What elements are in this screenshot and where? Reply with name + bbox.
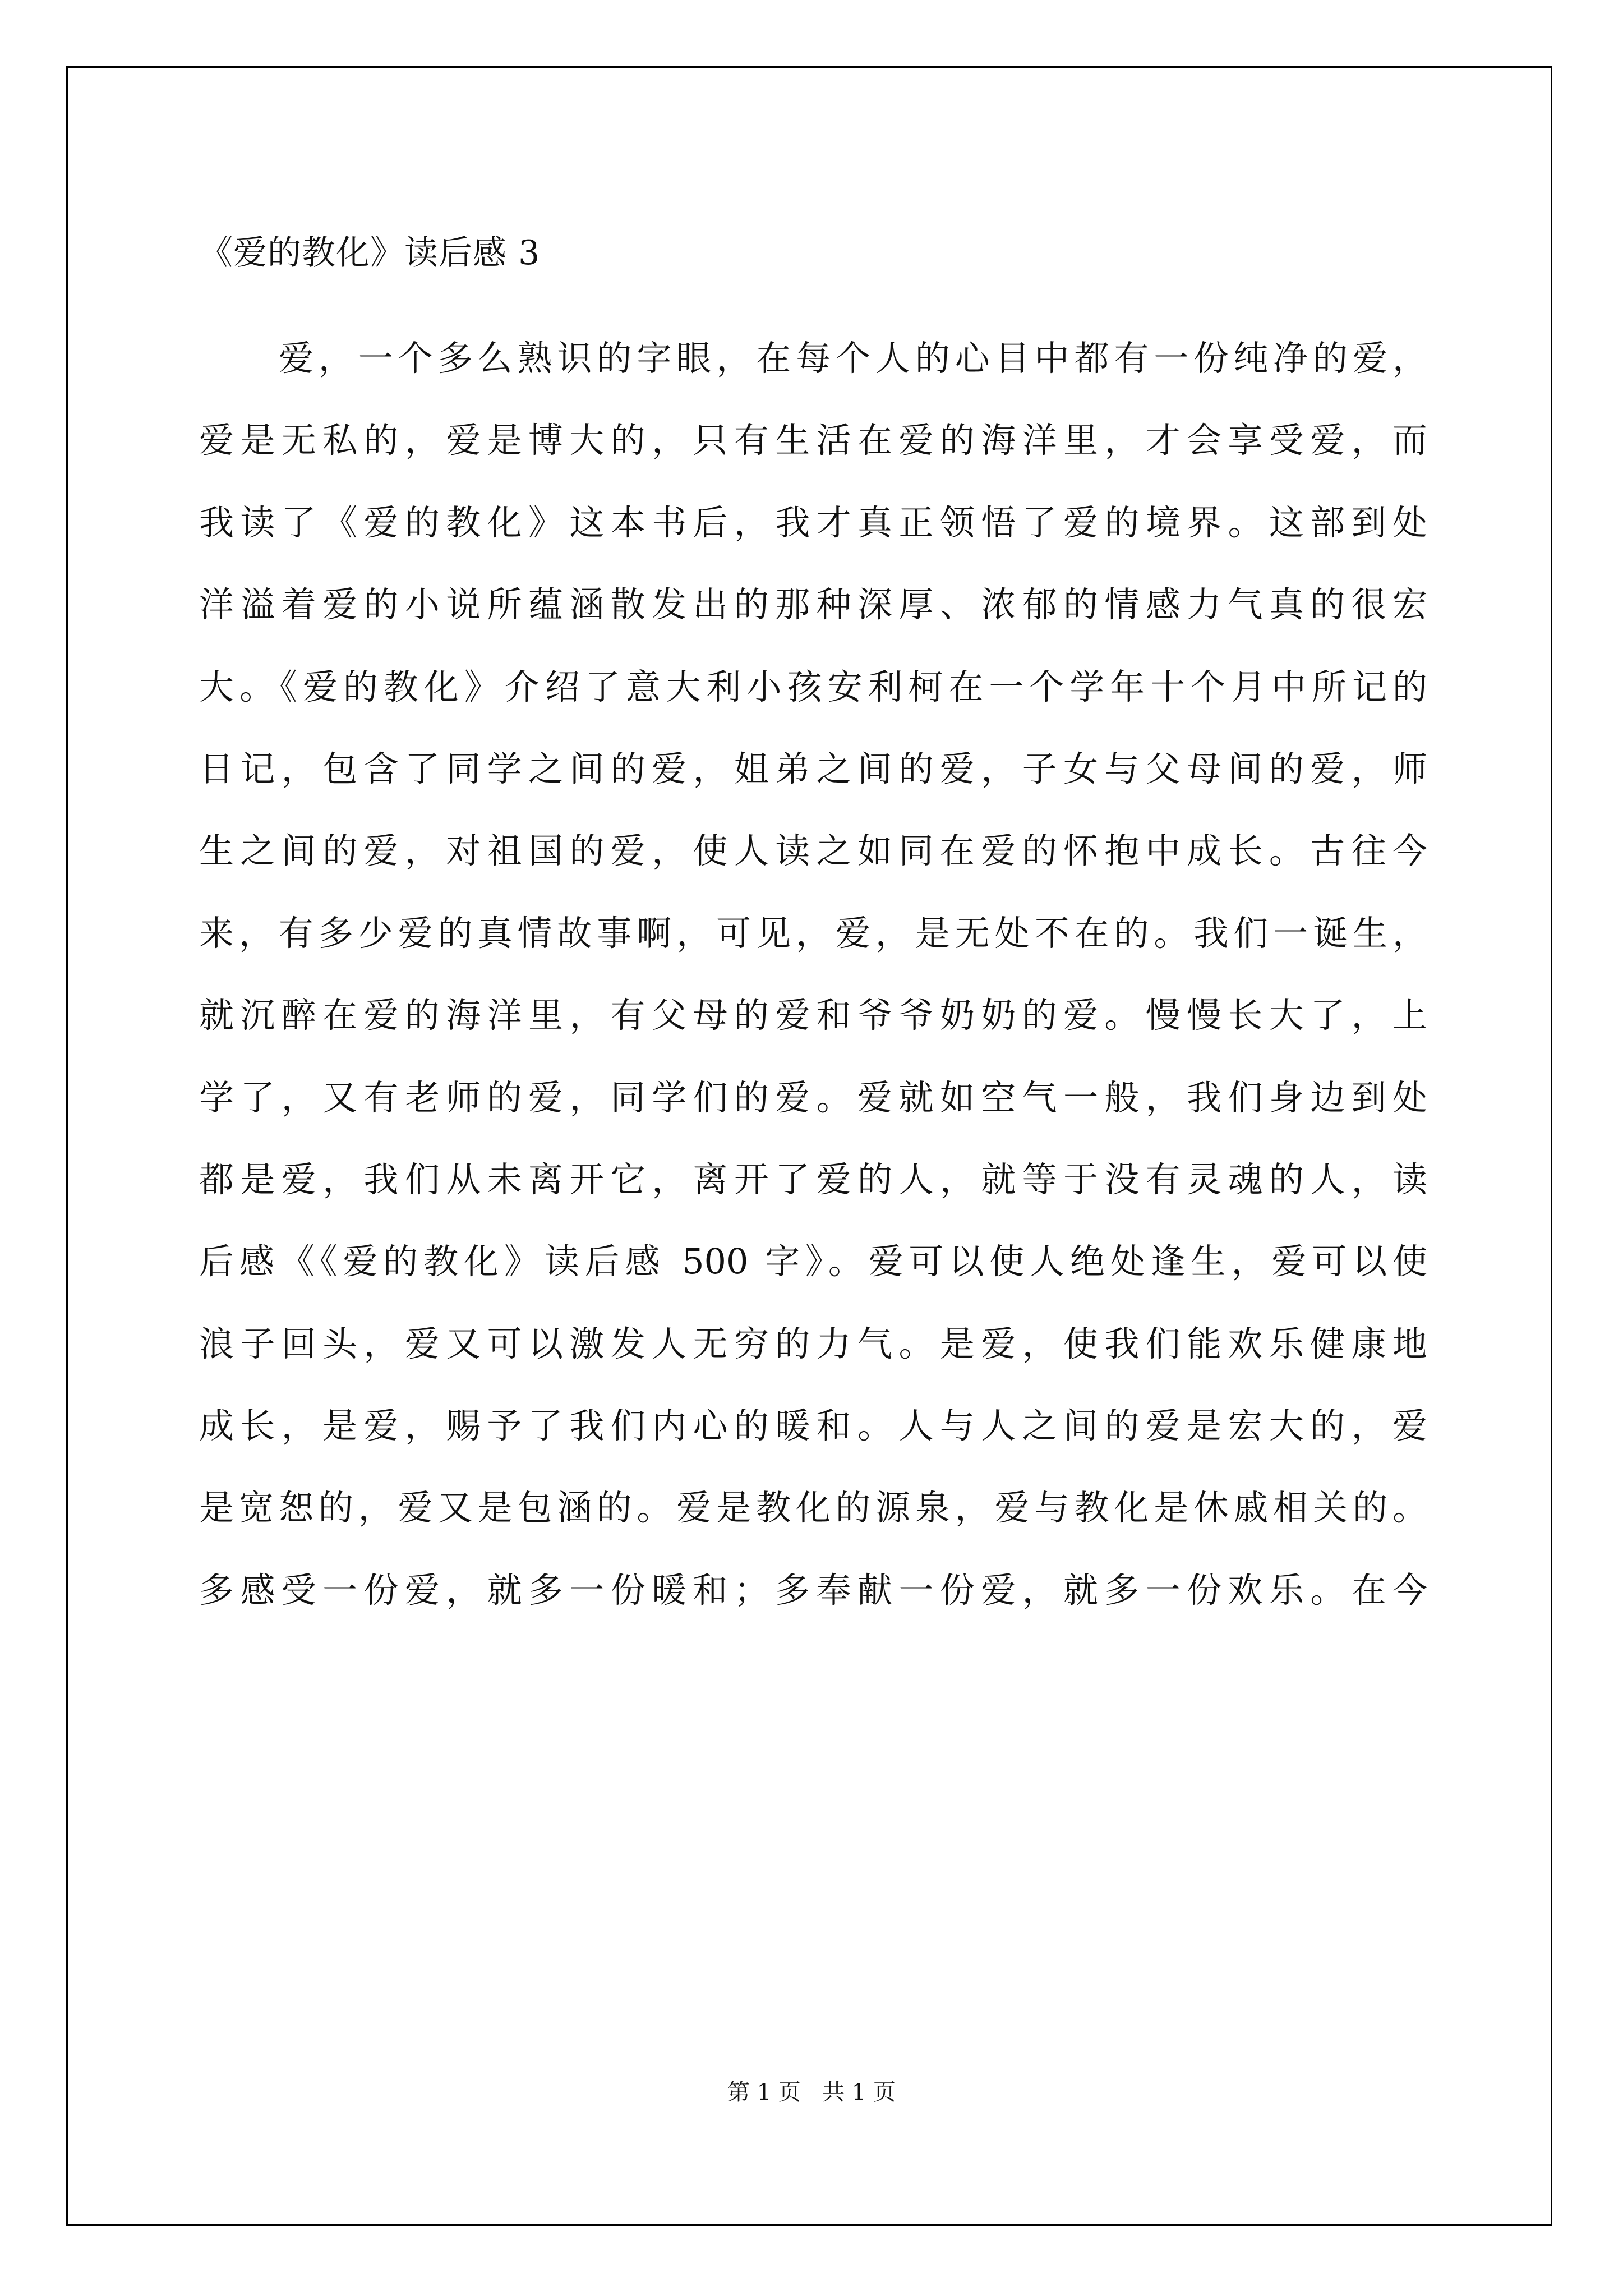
body-line: 成长，是爱，赐予了我们内心的暖和。人与人之间的爱是宏大的，爱 — [199, 1405, 1427, 1447]
body-text — [199, 332, 1427, 1645]
body-line: 我读了《爱的教化》这本书后，我才真正领悟了爱的境界。这部到处 — [199, 501, 1427, 543]
page-footer: 第 1 页 共 1 页 — [727, 2079, 896, 2105]
body-line: 浪子回头，爱又可以激发人无穷的力气。是爱，使我们能欢乐健康地 — [199, 1323, 1427, 1364]
body-line: 就沉醉在爱的海洋里，有父母的爱和爷爷奶奶的爱。慢慢长大了，上 — [199, 995, 1427, 1036]
document-title: 《爱的教化》读后感 3 — [199, 233, 541, 273]
body-line: 是宽恕的，爱又是包涵的。爱是教化的源泉，爱与教化是休戚相关的。 — [199, 1487, 1427, 1529]
body-line: 多感受一份爱，就多一份暖和；多奉献一份爱，就多一份欢乐。在今 — [199, 1569, 1427, 1611]
body-line: 爱，一个多么熟识的字眼，在每个人的心目中都有一份纯净的爱， — [279, 338, 1427, 379]
body-line: 学了，又有老师的爱，同学们的爱。爱就如空气一般，我们身边到处 — [199, 1076, 1427, 1118]
body-line: 爱是无私的，爱是博大的，只有生活在爱的海洋里，才会享受爱，而 — [199, 420, 1427, 461]
body-line: 洋溢着爱的小说所蕴涵散发出的那种深厚、浓郁的情感力气真的很宏 — [199, 584, 1427, 625]
body-line: 后感《《爱的教化》读后感 500 字》。爱可以使人绝处逢生，爱可以使 — [199, 1241, 1427, 1282]
body-line: 生之间的爱，对祖国的爱，使人读之如同在爱的怀抱中成长。古往今 — [199, 830, 1427, 872]
body-line: 来，有多少爱的真情故事啊，可见，爱，是无处不在的。我们一诞生， — [199, 912, 1427, 954]
body-line: 日记，包含了同学之间的爱，姐弟之间的爱，子女与父母间的爱，师 — [199, 748, 1427, 789]
body-line: 大。《爱的教化》介绍了意大利小孩安利柯在一个学年十个月中所记的 — [199, 666, 1427, 707]
body-line: 都是爱，我们从未离开它，离开了爱的人，就等于没有灵魂的人，读 — [199, 1158, 1427, 1200]
